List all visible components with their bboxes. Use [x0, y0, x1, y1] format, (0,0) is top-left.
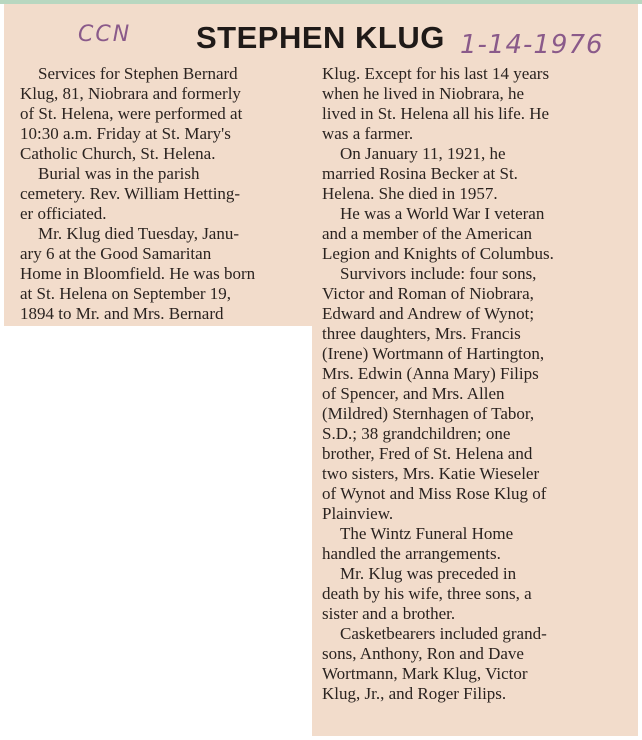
- text-line: married Rosina Becker at St.: [322, 164, 518, 183]
- text-line: death by his wife, three sons, a: [322, 584, 532, 603]
- text-line: of Spencer, and Mrs. Allen: [322, 384, 505, 403]
- left-text-column: [20, 64, 302, 324]
- text-line: Mrs. Edwin (Anna Mary) Filips: [322, 364, 539, 383]
- text-line: three daughters, Mrs. Francis: [322, 324, 521, 343]
- text-line: Helena. She died in 1957.: [322, 184, 498, 203]
- text-line: Burial was in the parish: [38, 164, 200, 183]
- handwritten-source-note: CCN: [78, 22, 132, 47]
- text-line: Mr. Klug was preceded in: [340, 564, 517, 583]
- text-line: of St. Helena, were performed at: [20, 104, 243, 123]
- text-line: was a farmer.: [322, 124, 414, 143]
- text-line: Home in Bloomfield. He was born: [20, 264, 256, 283]
- text-line: brother, Fred of St. Helena and: [322, 444, 533, 463]
- text-line: handled the arrangements.: [322, 544, 501, 563]
- text-line: Edward and Andrew of Wynot;: [322, 304, 535, 323]
- text-line: at St. Helena on September 19,: [20, 284, 232, 303]
- text-line: Plainview.: [322, 504, 394, 523]
- text-line: Klug, Jr., and Roger Filips.: [322, 684, 507, 703]
- text-line: cemetery. Rev. William Hetting-: [20, 184, 241, 203]
- text-line: when he lived in Niobrara, he: [322, 84, 525, 103]
- text-line: Klug, 81, Niobrara and formerly: [20, 84, 241, 103]
- obituary-headline: STEPHEN KLUG: [196, 20, 445, 55]
- text-line: Casketbearers included grand-: [340, 624, 547, 643]
- text-line: S.D.; 38 grandchildren; one: [322, 424, 511, 443]
- text-line: ary 6 at the Good Samaritan: [20, 244, 212, 263]
- text-line: sons, Anthony, Ron and Dave: [322, 644, 524, 663]
- text-line: Catholic Church, St. Helena.: [20, 144, 216, 163]
- text-line: and a member of the American: [322, 224, 533, 243]
- text-line: 10:30 a.m. Friday at St. Mary's: [20, 124, 231, 143]
- text-line: The Wintz Funeral Home: [340, 524, 514, 543]
- text-line: two sisters, Mrs. Katie Wieseler: [322, 464, 540, 483]
- text-line: Survivors include: four sons,: [340, 264, 537, 283]
- text-line: of Wynot and Miss Rose Klug of: [322, 484, 547, 503]
- text-line: On January 11, 1921, he: [340, 144, 506, 163]
- text-line: er officiated.: [20, 204, 107, 223]
- text-line: Wortmann, Mark Klug, Victor: [322, 664, 528, 683]
- text-line: (Mildred) Sternhagen of Tabor,: [322, 404, 535, 423]
- text-line: Legion and Knights of Columbus.: [322, 244, 554, 263]
- right-text-column: [322, 64, 604, 704]
- text-line: Klug. Except for his last 14 years: [322, 64, 550, 83]
- text-line: sister and a brother.: [322, 604, 456, 623]
- text-line: Services for Stephen Bernard: [38, 64, 238, 83]
- text-line: Victor and Roman of Niobrara,: [322, 284, 534, 303]
- text-line: Mr. Klug died Tuesday, Janu-: [38, 224, 240, 243]
- text-line: lived in St. Helena all his life. He: [322, 104, 550, 123]
- handwritten-date-note: 1-14-1976: [460, 30, 604, 60]
- text-line: 1894 to Mr. and Mrs. Bernard: [20, 304, 224, 323]
- text-line: He was a World War I veteran: [340, 204, 545, 223]
- text-line: (Irene) Wortmann of Hartington,: [322, 344, 545, 363]
